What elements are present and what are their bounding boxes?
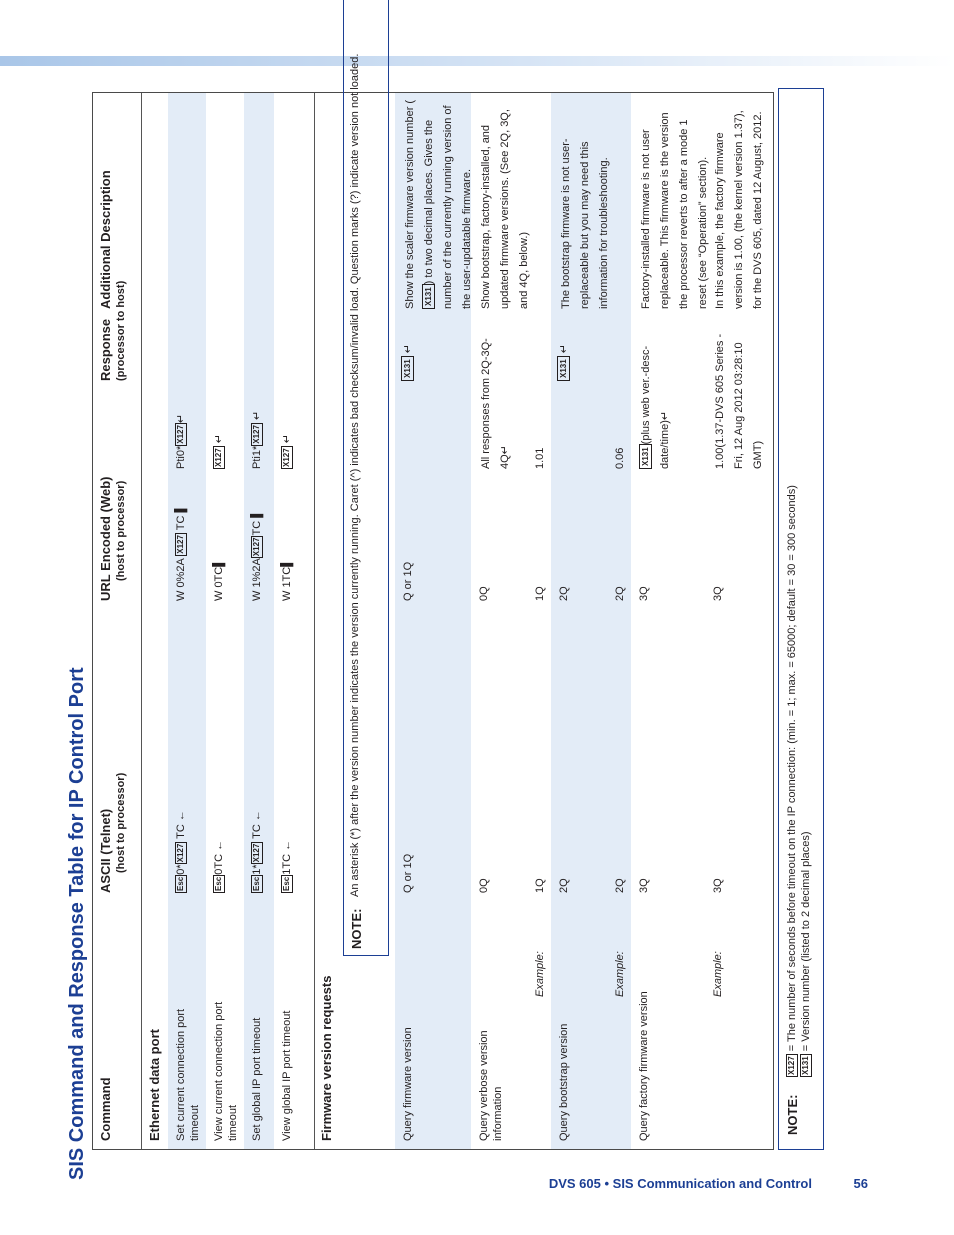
table-row bbox=[244, 93, 274, 1149]
footnote-box bbox=[778, 88, 824, 1150]
return-icon: ↵ bbox=[558, 344, 570, 354]
example-label: Example: bbox=[614, 951, 626, 997]
row-ascii: Esc0*X127 TC ← bbox=[175, 810, 187, 891]
row-command: Query bootstrap version bbox=[558, 1023, 570, 1141]
sis-command-table bbox=[92, 53, 774, 1150]
footer-text: DVS 605 • SIS Communication and Control bbox=[548, 1176, 812, 1191]
enter-icon: ← bbox=[175, 810, 187, 822]
row-description: Factory-installed firmware is not user replaceable. This firmware is the version the processor reverts to after a mode 1 reset (see “Operation” section). bbox=[640, 112, 709, 309]
example-label: Example: bbox=[534, 951, 546, 997]
return-icon: ↵ bbox=[213, 434, 225, 444]
return-icon: ↵ bbox=[659, 410, 671, 421]
row-url: 0Q bbox=[478, 586, 490, 601]
row-ascii: 2Q bbox=[558, 878, 570, 893]
row-ascii: Esc1*X127 TC ← bbox=[251, 810, 263, 891]
footnote-label: NOTE: bbox=[785, 1094, 800, 1135]
x127-key-icon: X127 bbox=[176, 425, 185, 444]
rotated-table-page bbox=[50, 53, 910, 1180]
row-command: Query verbose version information bbox=[478, 1030, 504, 1141]
x131-key-icon: X131 bbox=[557, 356, 570, 381]
header-url: URL Encoded (Web) bbox=[98, 476, 113, 601]
row-ascii: Q or 1Q bbox=[402, 853, 414, 893]
firmware-note bbox=[343, 0, 389, 956]
header-ascii-sub: (host to processor) bbox=[115, 772, 127, 873]
header-command: Command bbox=[98, 1077, 113, 1141]
row-command: Query firmware version bbox=[402, 1027, 414, 1141]
footnote-line-2: X131 = Version number (listed to 2 decimal places) bbox=[800, 831, 812, 1075]
example-response: 1.00(1.37-DVS 605 Series -Fri, 12 Aug 2012 03:28:10 GMT) bbox=[714, 333, 764, 469]
footnote-line-1: X127 = The number of seconds before timeout on the IP connection: (min. = 1; max. = 65000; default = 30 = 300 seconds) bbox=[786, 485, 798, 1075]
firmware-note-row bbox=[340, 53, 388, 1149]
page-footer bbox=[0, 1176, 954, 1196]
row-description: The bootstrap firmware is not user-replaceable but you may need this information for troubleshooting. bbox=[560, 138, 610, 309]
table-row bbox=[206, 93, 244, 1149]
header-ascii: ASCII (Telnet) bbox=[98, 808, 113, 893]
x127-key-icon: X127 bbox=[282, 448, 291, 467]
row-response: All responses from 2Q-3Q-4Q↵ bbox=[480, 338, 511, 469]
header-response-sub: (processor to host) bbox=[115, 280, 127, 381]
x131-key-icon: X131 bbox=[801, 1056, 810, 1075]
page-title: SIS Command and Response Table for IP Control Port bbox=[66, 667, 88, 1180]
x127-key-icon: X127 bbox=[787, 1056, 796, 1075]
example-response: 0.06 bbox=[614, 447, 626, 469]
example-ascii: 3Q bbox=[712, 878, 724, 893]
enter-icon: ← bbox=[281, 839, 293, 851]
x127-key-icon: X127 bbox=[252, 537, 261, 557]
x127-key-icon: X127 bbox=[214, 448, 223, 467]
return-icon: ↵ bbox=[402, 344, 414, 354]
footnote-text bbox=[785, 485, 813, 1077]
row-ascii: Esc0TC ← bbox=[213, 839, 225, 891]
table-header bbox=[93, 93, 142, 1149]
example-url: 2Q bbox=[614, 586, 626, 601]
row-command: Set current connection port timeout bbox=[175, 1008, 201, 1141]
x127-key-icon: X127 bbox=[252, 843, 261, 863]
table-row bbox=[631, 93, 773, 1149]
row-response: Pti0*X127↵ bbox=[175, 413, 187, 469]
note-text: An asterisk (*) after the version number indicates the version currently running. Caret (^) indicates bad checksum/invalid load. Question marks (?) indicate version not loaded. bbox=[349, 53, 361, 897]
row-description: Show the scaler firmware version number ( X131) to two decimal places. Gives the number of the currently running version of the user-updatable firmware. bbox=[404, 99, 473, 309]
return-icon: ↵ bbox=[251, 410, 263, 420]
example-ascii: 2Q bbox=[614, 878, 626, 893]
page-number: 56 bbox=[853, 1176, 868, 1191]
row-response bbox=[401, 344, 415, 381]
x131-key-icon: X131 bbox=[422, 284, 435, 309]
esc-key-icon: Esc bbox=[176, 876, 185, 891]
enter-icon: ← bbox=[251, 810, 263, 822]
x131-key-icon: X131 bbox=[639, 444, 652, 469]
row-url: W 1TC▌ bbox=[281, 558, 293, 601]
enter-icon: ← bbox=[213, 839, 225, 851]
section-ethernet-title: Ethernet data port bbox=[147, 1029, 162, 1141]
top-accent-bar bbox=[0, 56, 954, 66]
row-url: 3Q bbox=[638, 586, 650, 601]
table-row bbox=[395, 93, 471, 1149]
header-url-sub: (host to processor) bbox=[115, 480, 127, 581]
row-command: Set global IP port timeout bbox=[251, 1017, 263, 1141]
row-ascii: 3Q bbox=[638, 878, 650, 893]
row-command: View current connection port timeout bbox=[213, 1001, 239, 1141]
row-response bbox=[280, 434, 294, 469]
header-response: Response bbox=[98, 318, 113, 381]
row-url: W 0%2A X127 TC ▌ bbox=[175, 504, 187, 601]
note-label: NOTE: bbox=[349, 908, 364, 949]
esc-key-icon: Esc bbox=[214, 876, 223, 891]
row-response: Pti1*X127 ↵ bbox=[251, 410, 263, 469]
example-label: Example: bbox=[712, 951, 724, 997]
x127-key-icon: X127 bbox=[176, 843, 185, 863]
row-url: W 0TC▌ bbox=[213, 558, 225, 601]
x131-key-icon: X131 bbox=[401, 356, 414, 381]
row-response bbox=[557, 344, 571, 381]
row-description: Show bootstrap, factory-installed, and updated firmware versions. (See 2Q, 3Q, and 4Q, below.) bbox=[480, 109, 530, 309]
return-icon: ↵ bbox=[499, 445, 511, 455]
x127-key-icon: X127 bbox=[176, 535, 185, 554]
table-row bbox=[168, 93, 206, 1149]
row-url: 2Q bbox=[558, 586, 570, 601]
bar-icon: ▌ bbox=[175, 504, 187, 513]
esc-key-icon: Esc bbox=[282, 876, 291, 891]
table-row bbox=[274, 93, 315, 1149]
table-row bbox=[551, 93, 631, 1149]
section-firmware-title: Firmware version requests bbox=[319, 975, 334, 1141]
example-ascii: 1Q bbox=[534, 878, 546, 893]
bar-icon: ▌ bbox=[213, 558, 225, 567]
row-url: W 1%2AX127TC ▌ bbox=[251, 509, 263, 601]
table-row bbox=[471, 93, 551, 1149]
bar-icon: ▌ bbox=[251, 509, 263, 518]
row-ascii: Esc1TC ← bbox=[281, 839, 293, 891]
row-url: Q or 1Q bbox=[402, 561, 414, 601]
example-response: 1.01 bbox=[534, 447, 546, 469]
example-url: 3Q bbox=[712, 586, 724, 601]
example-description: In this example, the factory firmware version is 1.00, (the kernel version 1.37), for the DVS 605, dated 12 August, 2012. bbox=[714, 110, 764, 309]
row-command: View global IP port timeout bbox=[281, 1010, 293, 1141]
header-description: Additional Description bbox=[98, 170, 113, 309]
example-url: 1Q bbox=[534, 586, 546, 601]
return-icon: ↵ bbox=[175, 413, 187, 424]
bar-icon: ▌ bbox=[281, 558, 293, 567]
row-response bbox=[212, 434, 226, 469]
esc-key-icon: Esc bbox=[252, 876, 261, 891]
x127-key-icon: X127 bbox=[252, 425, 261, 444]
return-icon: ↵ bbox=[281, 434, 293, 444]
row-response: X131(plus web ver.-desc-date/time)↵ bbox=[640, 345, 671, 469]
row-ascii: 0Q bbox=[478, 878, 490, 893]
row-command: Query factory firmware version bbox=[638, 991, 650, 1141]
